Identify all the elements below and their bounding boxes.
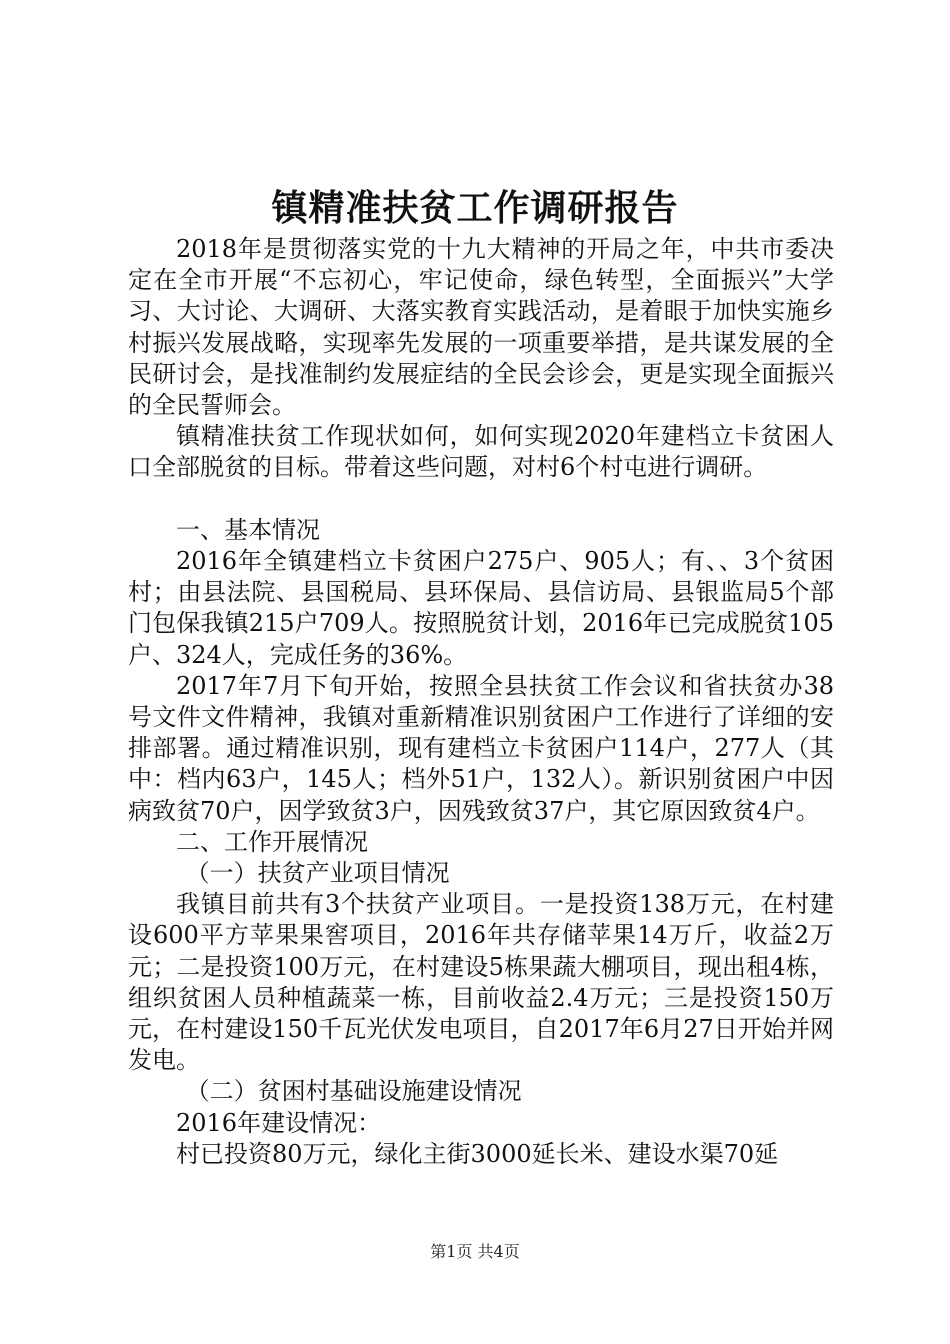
subsection-heading-infrastructure: （二）贫困村基础设施建设情况 bbox=[185, 1077, 522, 1106]
basic-situation-paragraph-1: 2016年全镇建档立卡贫困户275户、905人；有、、3个贫困村；由县法院、县国税局、县环保局、县信访局、县银监局5个部门包保我镇215户709人。按照脱贫计划，2016年已完成脱贫105户、324人，完成任务的36%。 bbox=[128, 547, 834, 669]
section-heading-work-progress: 二、工作开展情况 bbox=[176, 827, 368, 856]
industry-projects-paragraph: 我镇目前共有3个扶贫产业项目。一是投资138万元，在村建设600平方苹果果窖项目，2016年共存储苹果14万斤，收益2万元；二是投资100万元，在村建设5栋果蔬大棚项目，现出租4栋，组织贫困人员种植蔬菜一栋，目前收益2.4万元；三是投资150万元，在村建设150千瓦光伏发电项目，自2017年6月27日开始并网发电。 bbox=[128, 890, 834, 1075]
page-footer: 第1页 共4页 bbox=[430, 1242, 520, 1261]
paragraph-gap bbox=[128, 484, 834, 515]
basic-situation-paragraph-2: 2017年7月下旬开始，按照全县扶贫工作会议和省扶贫办38号文件文件精神，我镇对重新精准识别贫困户工作进行了详细的安排部署。通过精准识别，现有建档立卡贫困户114户，277人（其中：档内63户，145人；档外51户，132人）。新识别贫困户中因病致贫70户，因学致贫3户，因残致贫37户，其它原因致贫4户。 bbox=[128, 671, 834, 825]
document-title: 镇精准扶贫工作调研报告 bbox=[271, 187, 679, 229]
subsection-heading-industry-projects: （一）扶贫产业项目情况 bbox=[185, 859, 450, 888]
infrastructure-year-line: 2016年建设情况： bbox=[176, 1108, 382, 1137]
document-body bbox=[128, 234, 834, 1170]
intro-paragraph-1: 2018年是贯彻落实党的十九大精神的开局之年，中共市委决定在全市开展“不忘初心，牢记使命，绿色转型，全面振兴”大学习、大讨论、大调研、大落实教育实践活动，是着眼于加快实施乡村振兴发展战略，实现率先发展的一项重要举措，是共谋发展的全民研讨会，是找准制约发展症结的全民会诊会，更是实现全面振兴的全民誓师会。 bbox=[128, 235, 834, 420]
infrastructure-paragraph: 村已投资80万元，绿化主街3000延长米、建设水渠70延 bbox=[176, 1139, 779, 1168]
section-heading-basic-situation: 一、基本情况 bbox=[176, 515, 320, 544]
intro-paragraph-2: 镇精准扶贫工作现状如何，如何实现2020年建档立卡贫困人口全部脱贫的目标。带着这些问题，对村6个村屯进行调研。 bbox=[128, 422, 834, 482]
